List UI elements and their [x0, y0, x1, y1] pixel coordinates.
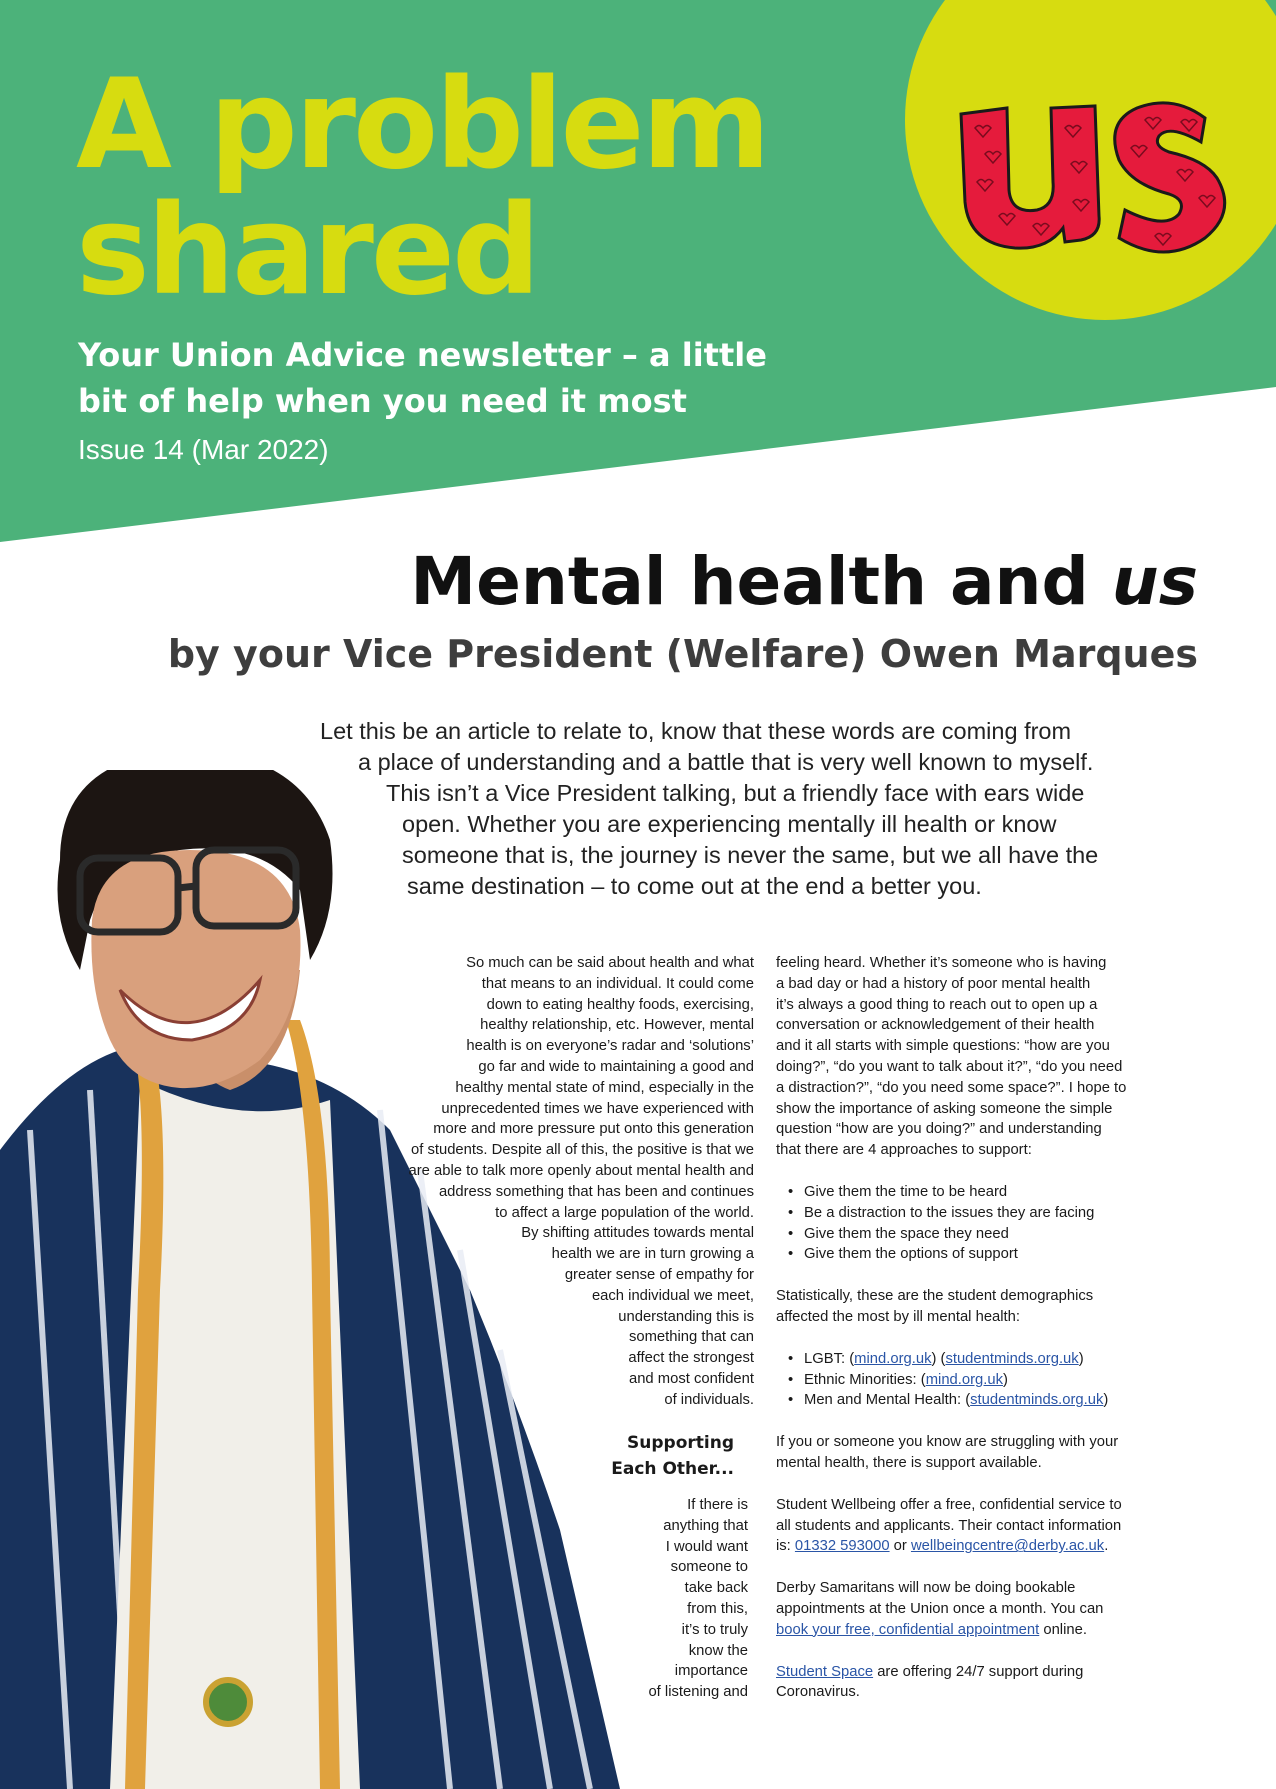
issue-label: Issue 14 (Mar 2022) [78, 434, 329, 465]
article-column-2 [776, 953, 1216, 1703]
listening-paragraph: feeling heard. Whether it’s someone who is having a bad day or had a history of poor mental health it’s always a good thing to reach out to open up a conversation or acknowledgement of their health and it all starts with simple questions: “how are you doing?”, “do you want to talk about it?”, “do you need a distraction?”, “do you need some space?”. I hope to show the importance of asking someone the simple question “how are you doing?” and understanding that there are 4 approaches to support: [776, 955, 1127, 1159]
supporting-each-other-heading: Supporting Each Other... [611, 1433, 734, 1479]
list-item: • Give them the time to be heard [788, 1182, 1216, 1203]
wellbeing-email-link[interactable]: wellbeingcentre@derby.ac.uk [910, 1538, 1105, 1555]
article-byline: by your Vice President (Welfare) Owen Marques [167, 632, 1198, 676]
article-column-1: So much can be said about health and what that means to an individual. It could come down to eating healthy foods, exercising, healthy relationship, etc. However, mental health is on everyone’s radar and ‘solutions’ go far and wide to maintaining a good and healthy mental state of mind, especially in the unprecedented times we have experienced with more and more pressure put onto this generation of students. Despite all of this, the positive is that we are able to talk more openly about mental health and address something that has been and continues to affect a large population of the world. By shifting attitudes towards mental health we are in turn growing a greater sense of empathy for each individual we meet, understanding this is something that can affect the strongest and most confident of individuals. [408, 955, 754, 1408]
mind-link[interactable]: mind.org.uk [925, 1371, 1004, 1388]
newsletter-tagline: Your Union Advice newsletter – a little bit of help when you need it most [78, 336, 767, 420]
samaritans-paragraph: Derby Samaritans will now be doing bookable appointments at the Union once a month. You can book your free, confidential appointment online. [776, 1580, 1104, 1638]
statistics-paragraph: Statistically, these are the student demographics affected the most by ill mental health: [776, 1288, 1094, 1325]
student-space-paragraph: Student Space are offering 24/7 support during Coronavirus. [776, 1663, 1084, 1701]
list-item: • Be a distraction to the issues they are facing [788, 1203, 1216, 1224]
support-approaches-list [776, 1182, 1216, 1265]
book-appointment-link[interactable]: book your free, confidential appointment [776, 1621, 1040, 1638]
article-column-1-continued: If there is anything that I would want someone to take back from this, it’s to truly know the importance of listening and [648, 1497, 748, 1701]
newsletter-title: A problem shared [76, 53, 768, 323]
list-item: • LGBT: (mind.org.uk) (studentminds.org.uk) [788, 1349, 1216, 1370]
demographics-list [776, 1349, 1216, 1411]
list-item: • Men and Mental Health: (studentminds.org.uk) [788, 1390, 1216, 1411]
student-wellbeing-paragraph: Student Wellbeing offer a free, confidential service to all students and applicants. Their contact information is: 01332 593000 or wellbeingcentre@derby.ac.uk. [776, 1496, 1122, 1555]
wellbeing-phone-link[interactable]: 01332 593000 [794, 1538, 890, 1555]
article-title: Mental health and us [410, 543, 1198, 620]
mind-link[interactable]: mind.org.uk [854, 1350, 932, 1367]
studentminds-link[interactable]: studentminds.org.uk [945, 1350, 1079, 1367]
studentminds-link[interactable]: studentminds.org.uk [970, 1392, 1104, 1409]
article-title-italic: us [1111, 543, 1198, 620]
list-item: • Give them the space they need [788, 1224, 1216, 1245]
list-item: • Give them the options of support [788, 1244, 1216, 1265]
union-logo [895, 0, 1276, 320]
student-space-link[interactable]: Student Space [776, 1663, 874, 1680]
support-available-paragraph: If you or someone you know are struggling with your mental health, there is support available. [776, 1434, 1119, 1471]
list-item: • Ethnic Minorities: (mind.org.uk) [788, 1370, 1216, 1391]
article-intro: Let this be an article to relate to, know that these words are coming from a place of understanding and a battle that is very well known to myself. This isn’t a Vice President talking, but a friendly face with ears wide open. Whether you are experiencing mentally ill health or know someone that is, the journey is never the same, but we all have the same destination – to come out at the end a better you. [320, 718, 1099, 899]
